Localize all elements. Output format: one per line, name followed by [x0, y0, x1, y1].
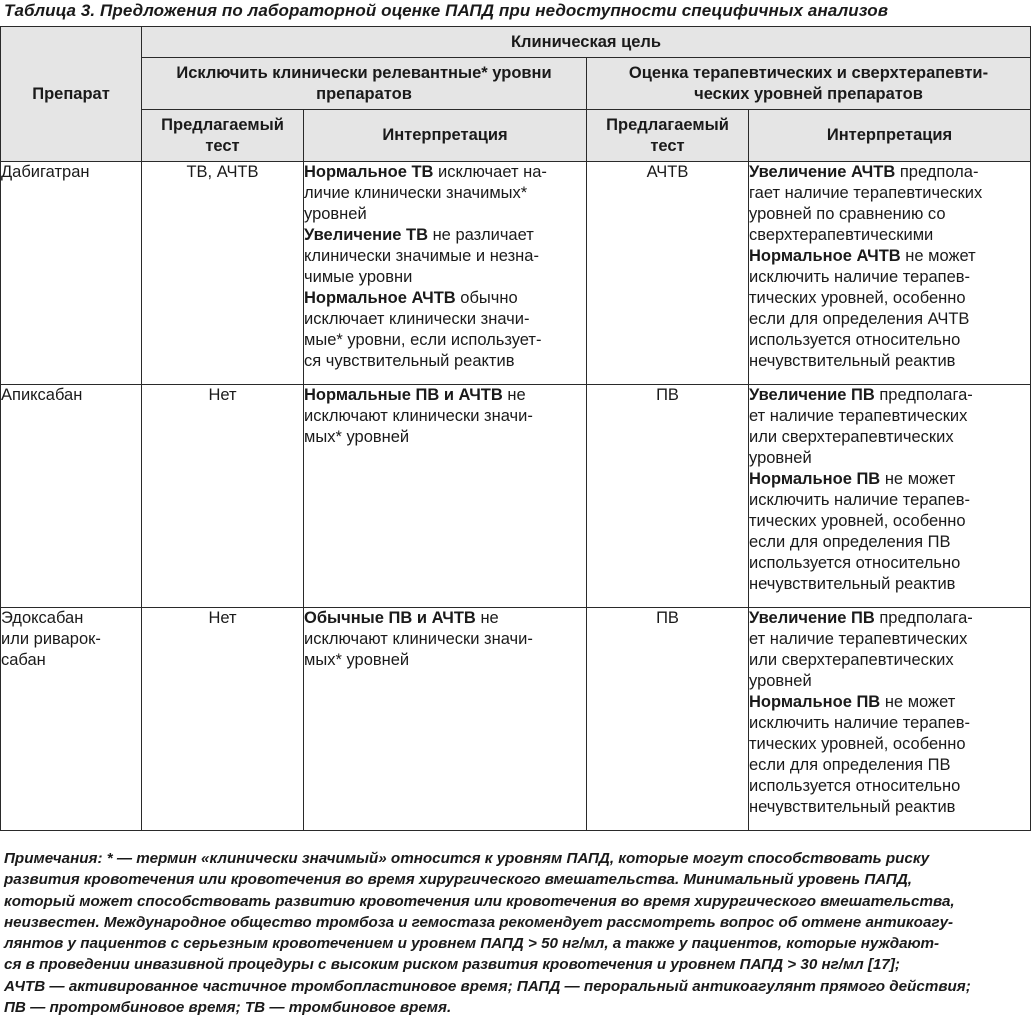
interpretation-line: [749, 692, 1030, 713]
test-cell-assess: АЧТВ: [587, 162, 749, 385]
lab-assessment-table: [0, 26, 1031, 831]
interpretation-text: не: [475, 609, 499, 627]
drug-name-line: Апиксабан: [1, 386, 83, 404]
interpretation-line: [749, 797, 1030, 818]
header-interpretation-2: Интерпретация: [749, 110, 1031, 162]
interpretation-text: уровней: [749, 672, 812, 690]
interpretation-line: [749, 288, 1030, 309]
interpretation-line: [749, 650, 1030, 671]
interpretation-text: предполага-: [874, 609, 973, 627]
interpretation-text: уровней: [304, 205, 367, 223]
note-line: Примечания: * — термин «клинически значимый» относится к уровням ПАПД, которые могут способствовать риску: [4, 850, 930, 867]
header-test-2-line2: тест: [650, 136, 685, 155]
interpretation-cell-exclude: [304, 162, 587, 385]
drug-cell: [1, 385, 142, 608]
interpretation-text: тических уровней, особенно: [749, 735, 966, 753]
interpretation-text: клинически значимые и незна-: [304, 247, 539, 265]
header-test-1-line1: Предлагаемый: [161, 115, 284, 134]
interpretation-text: ет наличие терапевтических: [749, 407, 968, 425]
interpretation-line: [304, 608, 586, 629]
interpretation-text: не различает: [427, 226, 534, 244]
interpretation-line: [304, 246, 586, 267]
table-row: [1, 385, 1031, 608]
interpretation-line: [749, 309, 1030, 330]
interpretation-text: если для определения АЧТВ: [749, 310, 970, 328]
interpretation-text: исключить наличие терапев-: [749, 714, 971, 732]
interpretation-text: не: [502, 386, 526, 404]
interpretation-line: [749, 448, 1030, 469]
interpretation-term: Нормальное АЧТВ: [749, 247, 901, 265]
interpretation-term: Увеличение ПВ: [749, 609, 875, 627]
drug-name-line: или риварок-: [1, 630, 101, 648]
test-cell-exclude: Нет: [142, 385, 304, 608]
header-clinical-goal: Клиническая цель: [142, 27, 1031, 58]
interpretation-line: [304, 183, 586, 204]
interpretation-text: нечувствительный реактив: [749, 798, 956, 816]
header-test-1-line2: тест: [205, 136, 240, 155]
interpretation-line: [749, 671, 1030, 692]
header-test-2-line1: Предлагаемый: [606, 115, 729, 134]
interpretation-line: [304, 330, 586, 351]
table-body: [1, 162, 1031, 831]
interpretation-text: предпола-: [895, 163, 979, 181]
interpretation-line: [749, 225, 1030, 246]
interpretation-line: [304, 385, 586, 406]
interpretation-line: [304, 309, 586, 330]
interpretation-text: исключает на-: [433, 163, 547, 181]
table-title: Таблица 3. Предложения по лабораторной оценке ПАПД при недоступности специфичных анализов: [4, 1, 889, 20]
header-goal-assess-line2: ческих уровней препаратов: [694, 84, 923, 103]
interpretation-line: [749, 162, 1030, 183]
interpretation-text: нечувствительный реактив: [749, 575, 956, 593]
interpretation-text: гает наличие терапевтических: [749, 184, 983, 202]
header-goal-exclude-line2: препаратов: [316, 84, 412, 103]
note-line: развития кровотечения или кровотечения во время хирургического вмешательства. Минимальный уровень ПАПД,: [4, 871, 913, 889]
interpretation-text: если для определения ПВ: [749, 756, 951, 774]
interpretation-text: используется относительно: [749, 331, 961, 349]
interpretation-line: [304, 267, 586, 288]
interpretation-line: [749, 385, 1030, 406]
test-cell-assess: ПВ: [587, 608, 749, 831]
interpretation-text: уровней: [749, 449, 812, 467]
interpretation-cell-exclude: [304, 608, 587, 831]
interpretation-line: [304, 406, 586, 427]
header-test-1: [142, 110, 304, 162]
drug-name-line: сабан: [1, 651, 46, 669]
interpretation-line: [749, 734, 1030, 755]
interpretation-text: ет наличие терапевтических: [749, 630, 968, 648]
interpretation-line: [749, 553, 1030, 574]
interpretation-text: не может: [900, 247, 976, 265]
interpretation-text: предполага-: [874, 386, 973, 404]
interpretation-line: [749, 574, 1030, 595]
interpretation-text: или сверхтерапевтических: [749, 428, 954, 446]
interpretation-text: исключают клинически значи-: [304, 630, 533, 648]
note-line: который может способствовать развитию кровотечения или кровотечения во время хирургического вмешательства,: [4, 892, 955, 910]
interpretation-line: [749, 469, 1030, 490]
interpretation-term: Нормальное АЧТВ: [304, 289, 456, 307]
interpretation-text: исключить наличие терапев-: [749, 491, 971, 509]
interpretation-line: [304, 288, 586, 309]
table-header: [1, 27, 1031, 162]
interpretation-line: [304, 629, 586, 650]
interpretation-term: Увеличение АЧТВ: [749, 163, 896, 181]
header-goal-assess-line1: Оценка терапевтических и сверхтерапевти-: [628, 63, 989, 82]
interpretation-term: Нормальное ПВ: [749, 693, 881, 711]
table-row: [1, 608, 1031, 831]
drug-name-line: Дабигатран: [1, 163, 90, 181]
interpretation-text: личие клинически значимых*: [304, 184, 528, 202]
interpretation-text: обычно: [455, 289, 518, 307]
interpretation-text: сверхтерапевтическими: [749, 226, 934, 244]
interpretation-text: используется относительно: [749, 777, 961, 795]
interpretation-term: Обычные ПВ и АЧТВ: [304, 609, 476, 627]
interpretation-cell-assess: [749, 385, 1031, 608]
interpretation-line: [749, 183, 1030, 204]
note-line: АЧТВ — активированное частичное тромбопластиновое время; ПАПД — пероральный антикоагулянт прямого действия;: [4, 977, 971, 995]
header-goal-exclude-line1: Исключить клинически релевантные* уровни: [176, 63, 552, 82]
interpretation-text: нечувствительный реактив: [749, 352, 956, 370]
interpretation-term: Увеличение ТВ: [304, 226, 428, 244]
interpretation-text: исключают клинически значи-: [304, 407, 533, 425]
interpretation-text: мых* уровней: [304, 428, 410, 446]
interpretation-line: [749, 427, 1030, 448]
interpretation-line: [749, 511, 1030, 532]
interpretation-line: [749, 713, 1030, 734]
note-line: неизвестен. Международное общество тромбоза и гемостаза рекомендует рассмотреть вопрос об отмене антикоагу-: [4, 913, 954, 931]
test-cell-exclude: ТВ, АЧТВ: [142, 162, 304, 385]
interpretation-text: исключить наличие терапев-: [749, 268, 971, 286]
interpretation-line: [749, 776, 1030, 797]
interpretation-line: [749, 406, 1030, 427]
interpretation-line: [304, 225, 586, 246]
table-row: [1, 162, 1031, 385]
interpretation-text: или сверхтерапевтических: [749, 651, 954, 669]
interpretation-term: Нормальное ПВ: [749, 470, 881, 488]
interpretation-line: [749, 490, 1030, 511]
header-goal-exclude: [142, 58, 587, 110]
test-cell-exclude: Нет: [142, 608, 304, 831]
interpretation-line: [749, 755, 1030, 776]
interpretation-text: уровней по сравнению со: [749, 205, 946, 223]
test-cell-assess: ПВ: [587, 385, 749, 608]
note-line: ПВ — протромбиновое время; ТВ — тромбиновое время.: [4, 999, 452, 1017]
header-interpretation-1: Интерпретация: [304, 110, 587, 162]
interpretation-text: если для определения ПВ: [749, 533, 951, 551]
interpretation-text: исключает клинически значи-: [304, 310, 530, 328]
interpretation-text: не может: [880, 693, 956, 711]
table-notes: [4, 848, 1030, 1018]
interpretation-cell-assess: [749, 608, 1031, 831]
header-drug: Препарат: [1, 27, 142, 162]
interpretation-text: ся чувствительный реактив: [304, 352, 515, 370]
interpretation-line: [749, 532, 1030, 553]
interpretation-line: [749, 246, 1030, 267]
interpretation-line: [749, 330, 1030, 351]
note-line: лянтов у пациентов с серьезным кровотечением и уровнем ПАПД > 50 нг/мл, а также у пациентов, которые нуждают-: [4, 935, 940, 953]
interpretation-line: [304, 650, 586, 671]
interpretation-text: чимые уровни: [304, 268, 413, 286]
drug-cell: [1, 608, 142, 831]
note-line: ся в проведении инвазивной процедуры с высоким риском развития кровотечения и уровнем ПАПД > 30 нг/мл [17];: [4, 956, 900, 974]
header-goal-assess: [587, 58, 1031, 110]
interpretation-line: [749, 267, 1030, 288]
interpretation-cell-assess: [749, 162, 1031, 385]
interpretation-text: мые* уровни, если использует-: [304, 331, 542, 349]
interpretation-line: [304, 162, 586, 183]
interpretation-line: [304, 204, 586, 225]
interpretation-term: Увеличение ПВ: [749, 386, 875, 404]
interpretation-term: Нормальное ТВ: [304, 163, 434, 181]
interpretation-line: [304, 427, 586, 448]
interpretation-line: [749, 351, 1030, 372]
interpretation-line: [749, 629, 1030, 650]
interpretation-text: мых* уровней: [304, 651, 410, 669]
interpretation-line: [749, 204, 1030, 225]
header-test-2: [587, 110, 749, 162]
drug-cell: [1, 162, 142, 385]
interpretation-text: тических уровней, особенно: [749, 512, 966, 530]
drug-name-line: Эдоксабан: [1, 609, 84, 627]
interpretation-cell-exclude: [304, 385, 587, 608]
interpretation-text: не может: [880, 470, 956, 488]
interpretation-text: используется относительно: [749, 554, 961, 572]
interpretation-text: тических уровней, особенно: [749, 289, 966, 307]
interpretation-line: [749, 608, 1030, 629]
interpretation-line: [304, 351, 586, 372]
interpretation-term: Нормальные ПВ и АЧТВ: [304, 386, 503, 404]
